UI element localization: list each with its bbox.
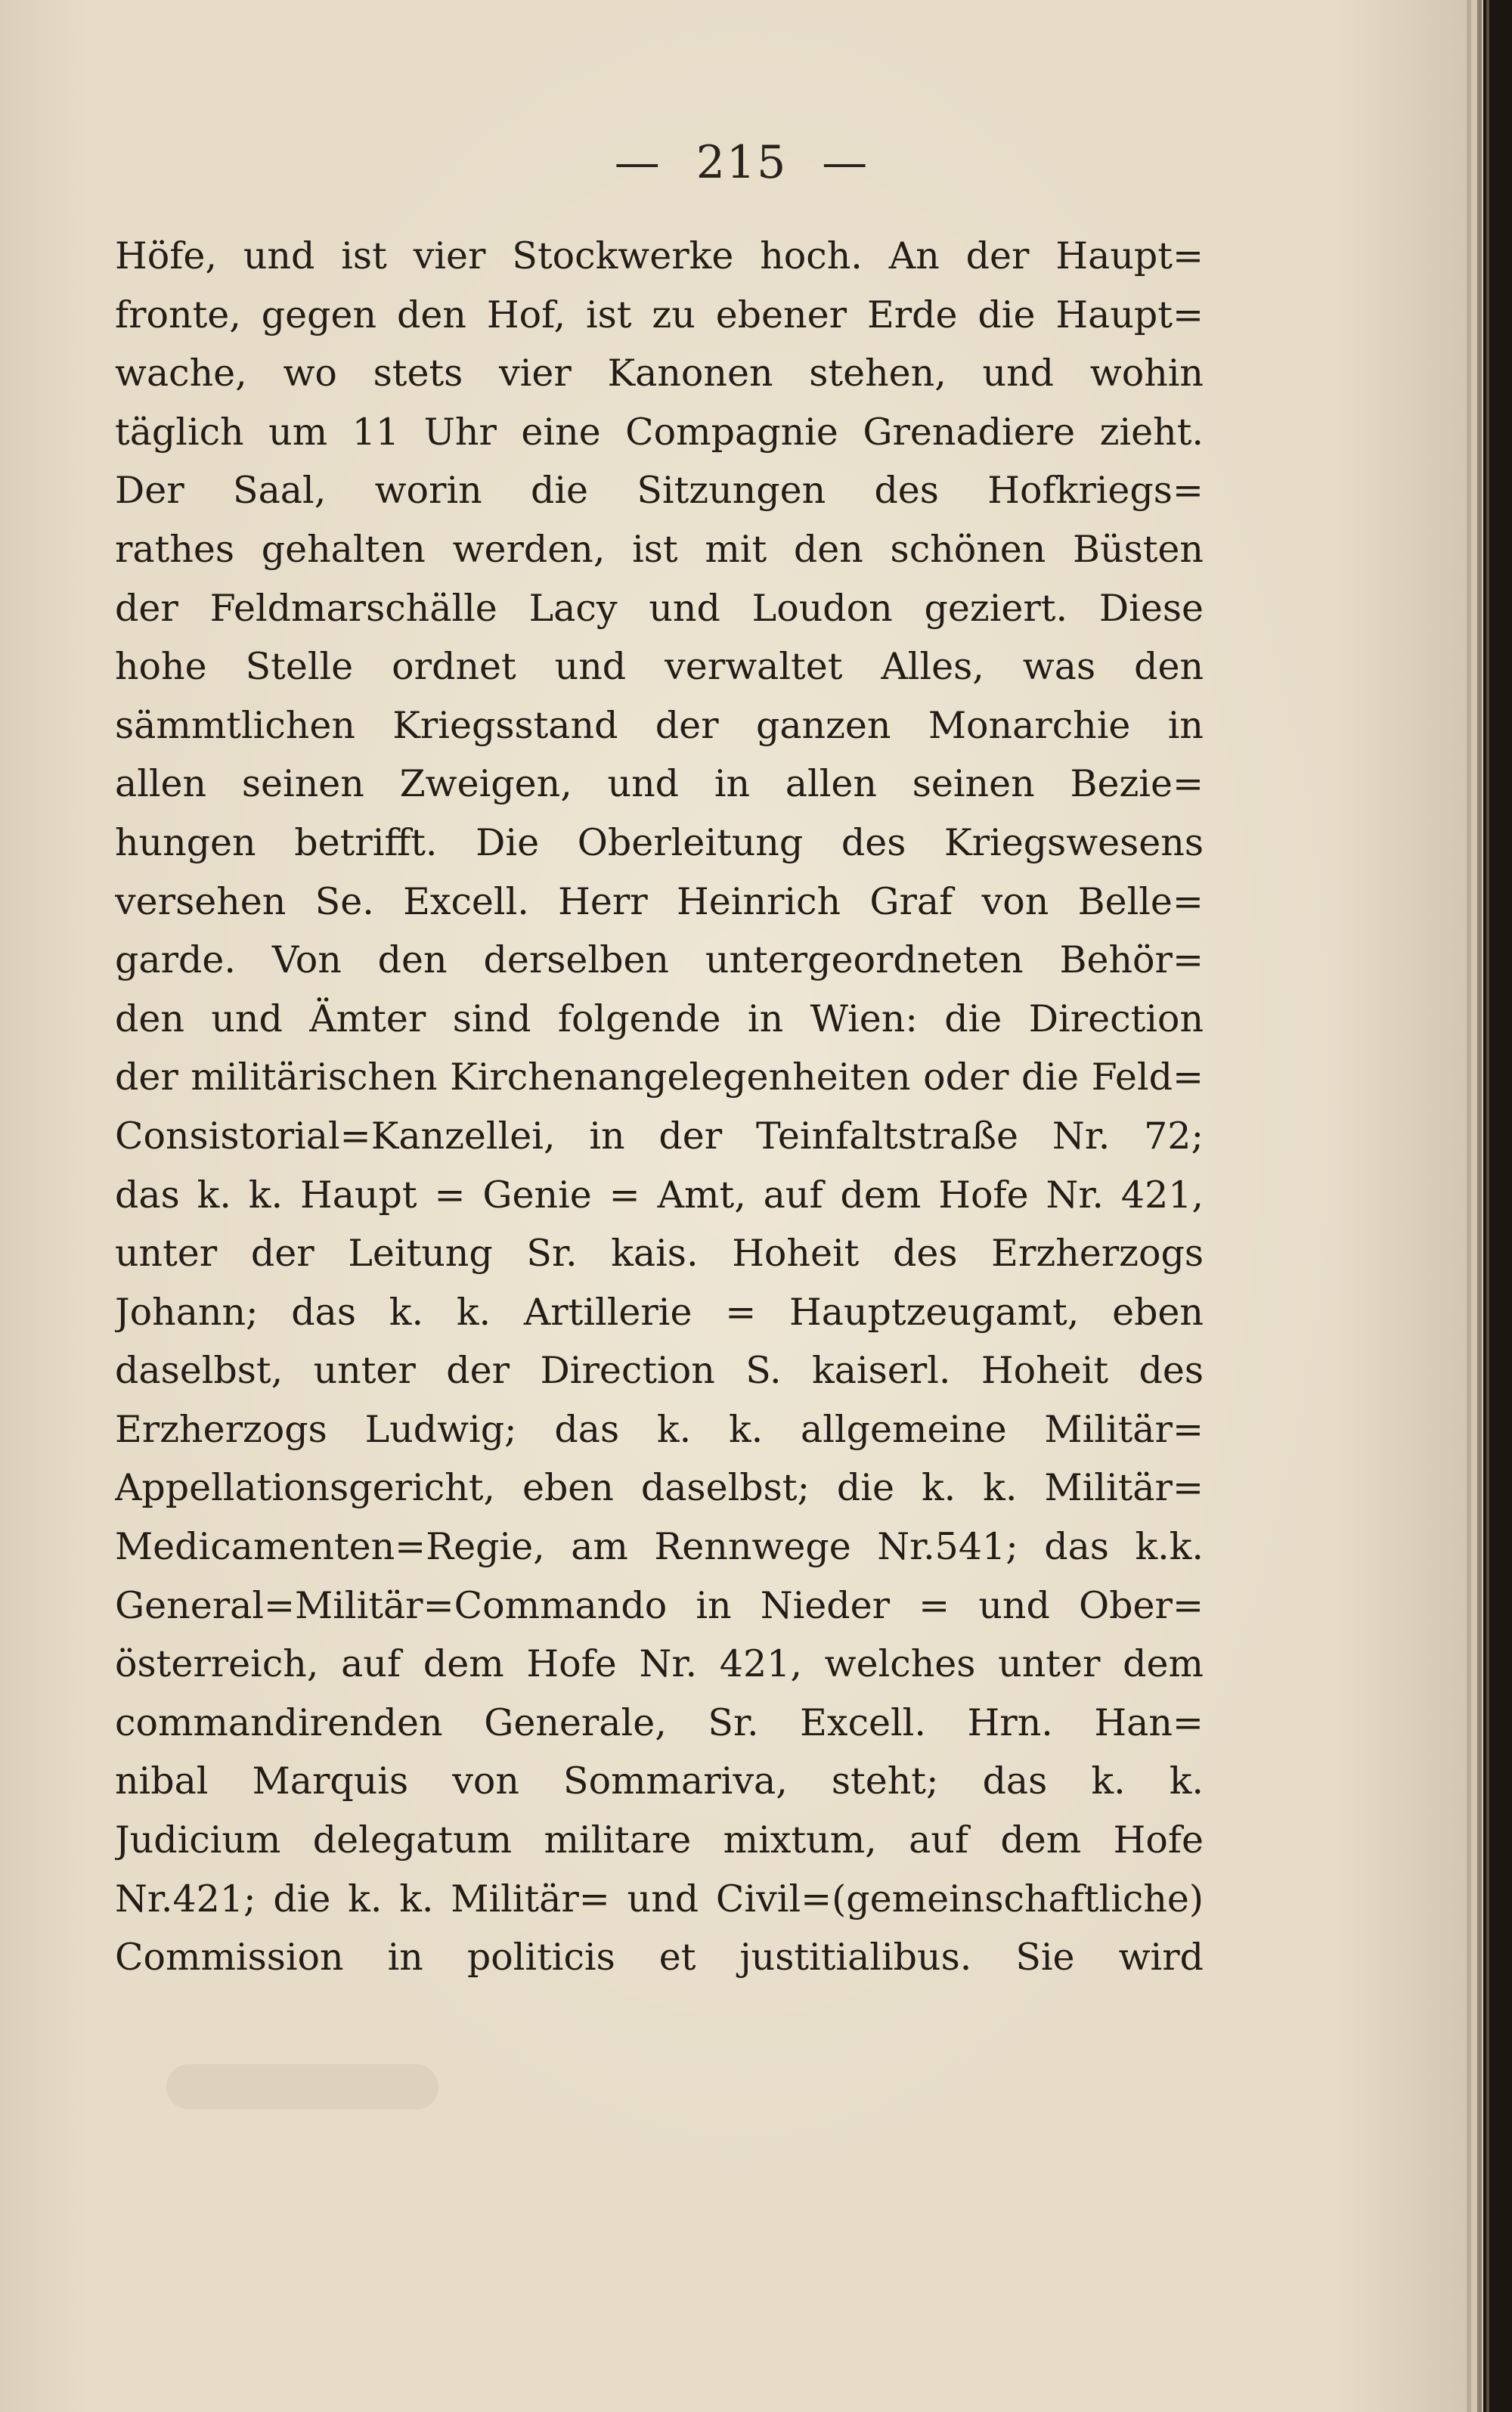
page-edge (1486, 0, 1489, 2412)
text-line: versehen Se. Excell. Herr Heinrich Graf von Belle= (115, 879, 1204, 923)
text-line: Appellationsgericht, eben daselbst; die k. k. Militär= (115, 1466, 1204, 1510)
page-header (0, 136, 1483, 189)
text-line: Medicamenten=Regie, am Rennwege Nr.541; das k.k. (115, 1525, 1204, 1569)
text-line: Judicium delegatum militare mixtum, auf dem Hofe (115, 1818, 1204, 1862)
text-line: hohe Stelle ordnet und verwaltet Alles, was den (115, 645, 1204, 689)
text-line: garde. Von den derselben untergeordneten Behör= (115, 938, 1204, 982)
text-line: Commission in politicis et justitialibus. Sie wird (115, 1936, 1204, 1980)
text-line: der Feldmarschälle Lacy und Loudon geziert. Diese (115, 586, 1204, 630)
text-line: rathes gehalten werden, ist mit den schönen Büsten (115, 527, 1204, 571)
text-line: Höfe, und ist vier Stockwerke hoch. An der Haupt= (115, 234, 1204, 277)
text-line: fronte, gegen den Hof, ist zu ebener Erde die Haupt= (115, 293, 1204, 336)
text-line: den und Ämter sind folgende in Wien: die Direction (115, 997, 1204, 1040)
header-dash-left: — (614, 136, 662, 189)
text-line: sämmtlichen Kriegsstand der ganzen Monarchie in (115, 703, 1204, 747)
text-line: General=Militär=Commando in Nieder = und Ober= (115, 1583, 1204, 1627)
page-number: 215 (696, 136, 788, 189)
text-line: der militärischen Kirchenangelegenheiten oder die Feld= (115, 1056, 1204, 1099)
text-line: das k. k. Haupt = Genie = Amt, auf dem Hofe Nr. 421, (115, 1173, 1204, 1217)
text-line: unter der Leitung Sr. kais. Hoheit des Erzherzogs (115, 1232, 1204, 1276)
text-line: wache, wo stets vier Kanonen stehen, und wohin (115, 352, 1204, 395)
body-text (115, 227, 1204, 1987)
text-line: commandirenden Generale, Sr. Excell. Hrn. Han= (115, 1700, 1204, 1744)
text-line: hungen betrifft. Die Oberleitung des Kriegswesens (115, 820, 1204, 864)
text-line: Der Saal, worin die Sitzungen des Hofkriegs= (115, 469, 1204, 513)
text-line: österreich, auf dem Hofe Nr. 421, welches unter dem (115, 1642, 1204, 1686)
text-line: allen seinen Zweigen, und in allen seinen Bezie= (115, 762, 1204, 806)
text-line: täglich um 11 Uhr eine Compagnie Grenadiere zieht. (115, 410, 1204, 454)
text-line: nibal Marquis von Sommariva, steht; das k. k. (115, 1759, 1204, 1803)
page-edge (1477, 0, 1482, 2412)
text-line: Johann; das k. k. Artillerie = Hauptzeugamt, eben (115, 1290, 1204, 1334)
text-line: Nr.421; die k. k. Militär= und Civil=(gemeinschaftliche) (115, 1877, 1204, 1921)
text-line: Erzherzogs Ludwig; das k. k. allgemeine Militär= (115, 1407, 1204, 1451)
header-dash-right: — (822, 136, 869, 189)
paper-smudge (166, 2064, 438, 2110)
page-edge (1467, 0, 1471, 2412)
text-line: Consistorial=Kanzellei, in der Teinfaltstraße Nr. 72; (115, 1114, 1204, 1158)
text-line: daselbst, unter der Direction S. kaiserl. Hoheit des (115, 1349, 1204, 1393)
